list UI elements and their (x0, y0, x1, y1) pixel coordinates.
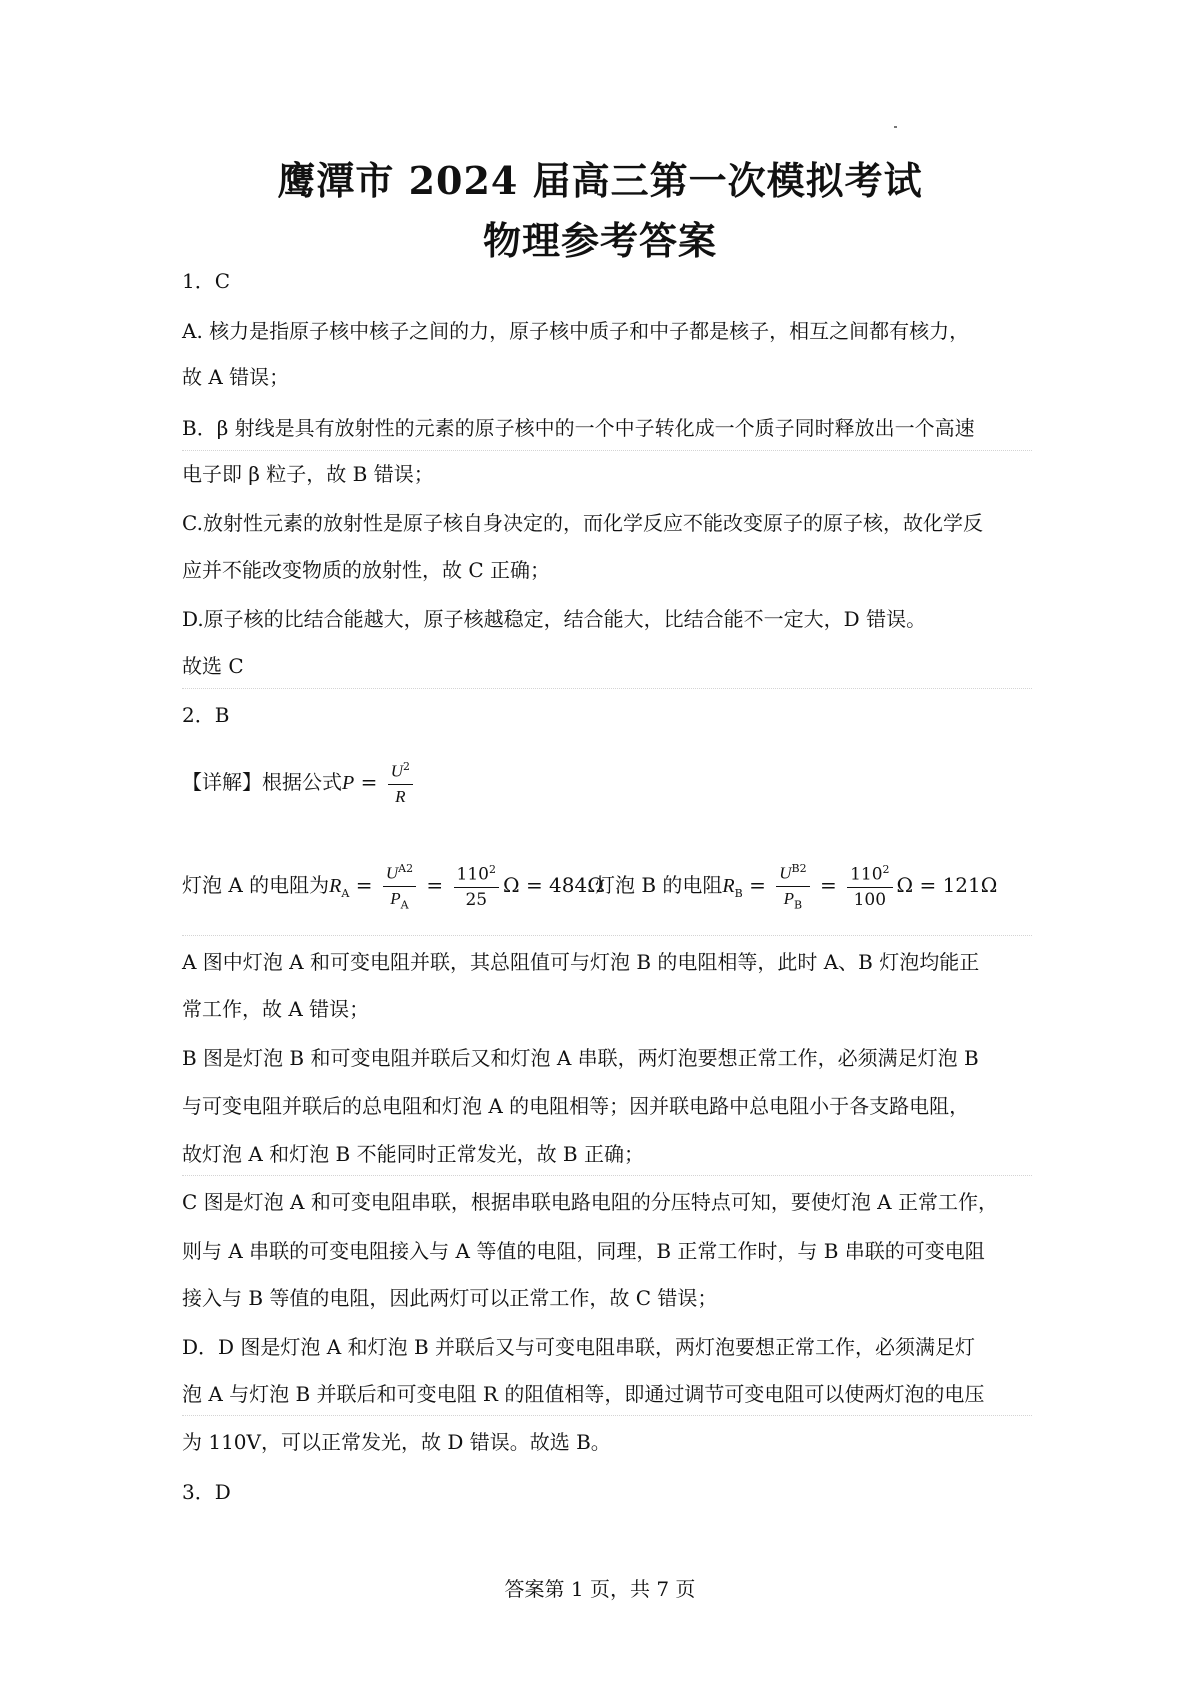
q2-line: 则与 A 串联的可变电阻接入与 A 等值的电阻，同理，B 正常工作时，与 B 串联的可变电阻 (182, 1239, 985, 1263)
page-subtitle: 物理参考答案 (482, 218, 717, 263)
q1-heading: 1．C (182, 269, 231, 293)
q2-line: B 图是灯泡 B 和可变电阻并联后又和灯泡 A 串联，两灯泡要想正常工作，必须满足灯泡 B (182, 1046, 979, 1070)
q2-heading: 2．B (182, 703, 230, 727)
q1-line: 故 A 错误； (182, 365, 290, 389)
dotted-separator (182, 935, 1032, 936)
dotted-separator (182, 450, 1032, 451)
q2-line: 泡 A 与灯泡 B 并联后和可变电阻 R 的阻值相等，即通过调节可变电阻可以使两灯泡的电压 (182, 1382, 985, 1406)
q2-line: 常工作，故 A 错误； (182, 997, 370, 1021)
q2-line: D．D 图是灯泡 A 和灯泡 B 并联后又与可变电阻串联，两灯泡要想正常工作，必须满足灯 (182, 1335, 975, 1359)
q1-line: 故选 C (182, 654, 244, 678)
q1-line: B．β 射线是具有放射性的元素的原子核中的一个中子转化成一个质子同时释放出一个高速 (182, 416, 975, 440)
q1-line: C.放射性元素的放射性是原子核自身决定的，而化学反应不能改变原子的原子核，故化学反 (182, 511, 983, 535)
power-formula: 【详解】根据公式P = $\frac{U^2}{R}$ (182, 760, 417, 807)
page-title: 鹰潭市 2024 届高三第一次模拟考试 (277, 158, 923, 203)
page-footer: 答案第 1 页，共 7 页 (504, 1577, 696, 1601)
dotted-separator (182, 688, 1032, 689)
bulb-a-resistance: 灯泡 A 的电阻为$R_A$ = $\frac{U^{A2}}{P_A}$ = $\frac{110^2}{25}$ Ω = 484Ω (182, 862, 604, 912)
dotted-separator (182, 1175, 1032, 1176)
q2-line: 为 110V，可以正常发光，故 D 错误。故选 B。 (182, 1430, 611, 1454)
scan-mark (894, 126, 897, 128)
q2-line: A 图中灯泡 A 和可变电阻并联，其总阻值可与灯泡 B 的电阻相等，此时 A、B 灯泡均能正 (182, 950, 980, 974)
q1-line: 应并不能改变物质的放射性，故 C 正确； (182, 558, 551, 582)
detail-label: 【详解】根据公式 (182, 769, 342, 794)
q1-line: 电子即 β 粒子，故 B 错误； (182, 462, 434, 486)
q2-line: 接入与 B 等值的电阻，因此两灯可以正常工作，故 C 错误； (182, 1286, 718, 1310)
bulb-b-resistance: 灯泡 B 的电阻$R_B$ = $\frac{U^{B2}}{P_B}$ = $\frac{110^2}{100}$ Ω = 121Ω (595, 862, 998, 912)
q2-line: 与可变电阻并联后的总电阻和灯泡 A 的电阻相等；因并联电路中总电阻小于各支路电阻， (182, 1094, 970, 1118)
q1-line: D.原子核的比结合能越大，原子核越稳定，结合能大，比结合能不一定大，D 错误。 (182, 607, 927, 631)
q1-line: A. 核力是指原子核中核子之间的力，原子核中质子和中子都是核子，相互之间都有核力， (182, 319, 970, 343)
q2-line: 故灯泡 A 和灯泡 B 不能同时正常发光，故 B 正确； (182, 1142, 644, 1166)
q3-heading: 3．D (182, 1480, 231, 1504)
dotted-separator (182, 1415, 1032, 1416)
power-fraction: $\frac{U^2}{R}$ (388, 760, 413, 807)
q2-line: C 图是灯泡 A 和可变电阻串联，根据串联电路电阻的分压特点可知，要使灯泡 A 正常工作， (182, 1190, 998, 1214)
